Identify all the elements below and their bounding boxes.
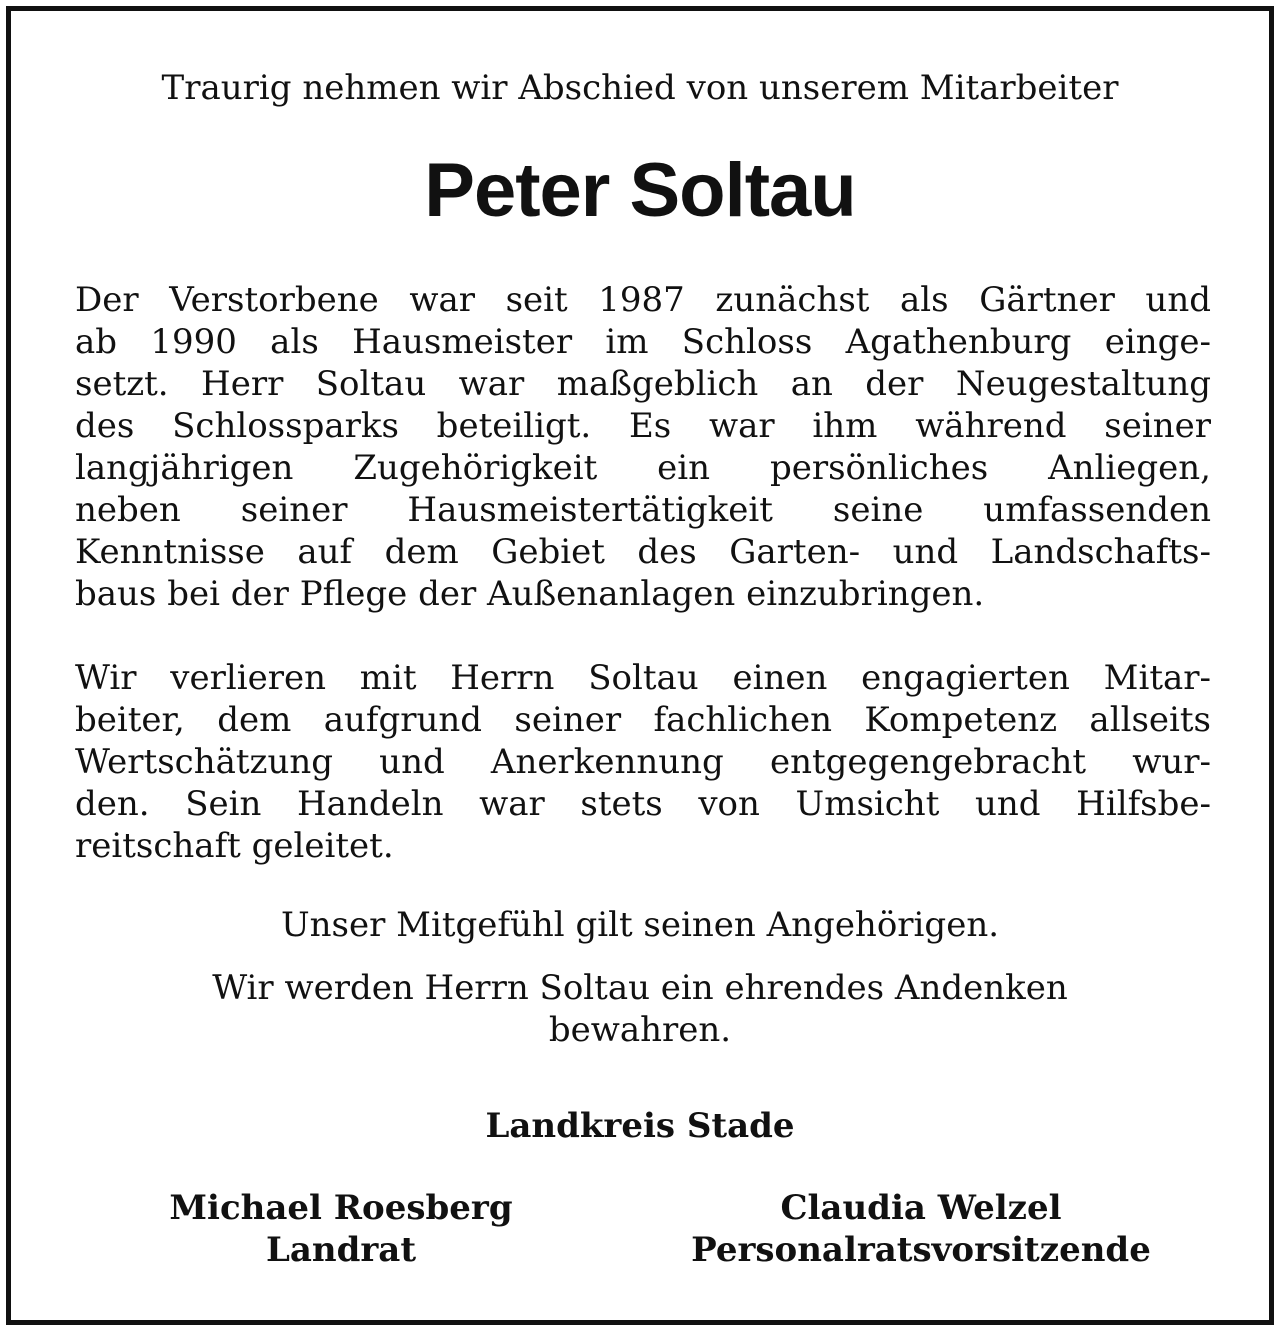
paragraph-line: reitschaft geleitet. [75,826,394,866]
paragraph-line: neben seiner Hausmeistertätigkeit seine umfassenden [75,490,1211,530]
paragraph-line: des Schlossparks beteiligt. Es war ihm während seiner [75,406,1211,446]
signer-right [661,1187,1181,1271]
signer-name: Michael Roesberg [169,1188,513,1228]
sympathy-line: Unser Mitgefühl gilt seinen Angehörigen. [280,905,1000,945]
paragraph-line: Wir verlieren mit Herrn Soltau einen engagierten Mitar- [75,658,1211,698]
paragraph-line: setzt. Herr Soltau war maßgeblich an der Neugestaltung [75,364,1211,404]
paragraph-line: ab 1990 als Hausmeister im Schloss Agathenburg einge- [75,322,1211,362]
memory-line-2: bewahren. [548,1010,732,1050]
paragraph-line: den. Sein Handeln war stets von Umsicht und Hilfsbe- [75,784,1211,824]
signer-left [141,1187,541,1271]
paragraph-tribute [75,657,1211,867]
deceased-name: Peter Soltau [424,148,856,233]
paragraph-line: Kenntnisse auf dem Gebiet des Garten- und Landschafts- [75,532,1211,572]
paragraph-career [75,279,1211,615]
intro-line: Traurig nehmen wir Abschied von unserem Mitarbeiter [161,68,1119,108]
signer-name: Claudia Welzel [780,1188,1062,1228]
organization-name: Landkreis Stade [485,1106,795,1146]
paragraph-line: langjährigen Zugehörigkeit ein persönliches Anliegen, [75,448,1211,488]
memory-line-1: Wir werden Herrn Soltau ein ehrendes Andenken [212,968,1068,1008]
obituary-notice-frame [6,6,1274,1325]
signer-title: Landrat [265,1230,417,1270]
paragraph-line: Wertschätzung und Anerkennung entgegengebracht wur- [75,742,1211,782]
paragraph-line: Der Verstorbene war seit 1987 zunächst als Gärtner und [75,280,1211,320]
paragraph-line: baus bei der Pflege der Außenanlagen einzubringen. [75,574,985,614]
paragraph-line: beiter, dem aufgrund seiner fachlichen Kompetenz allseits [75,700,1211,740]
signer-title: Personalratsvorsitzende [691,1230,1151,1270]
